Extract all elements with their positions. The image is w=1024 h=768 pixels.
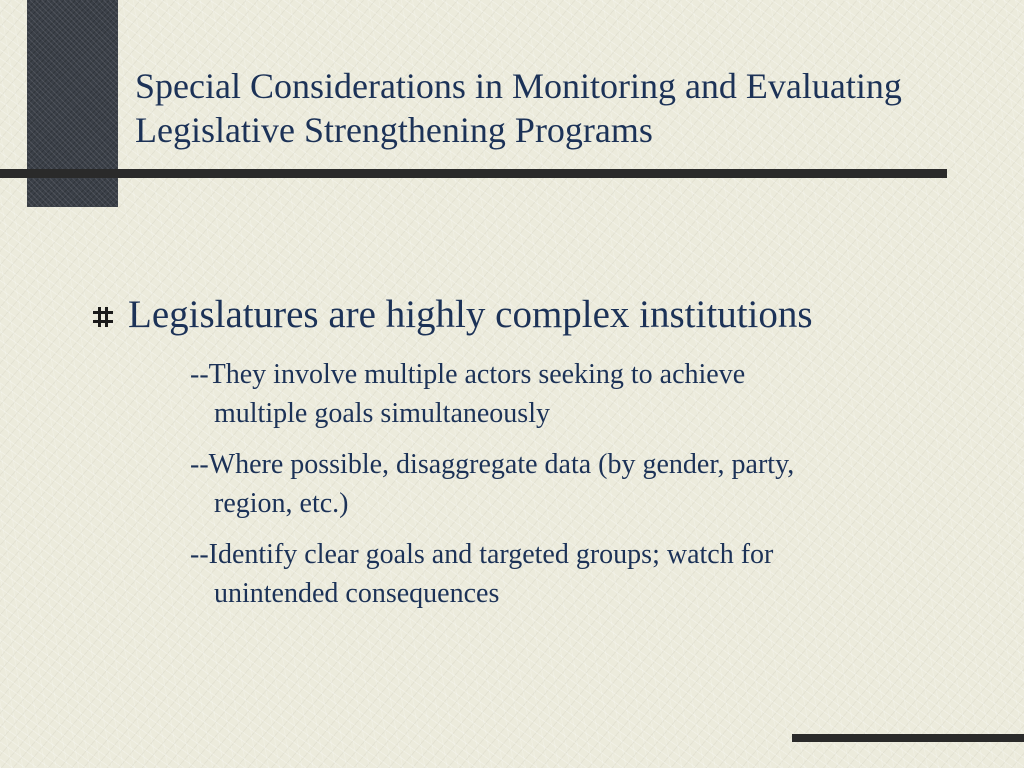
subpoint-line: multiple goals simultaneously <box>214 398 550 429</box>
title-divider-rule <box>0 169 947 178</box>
subpoint-line: --Identify clear goals and targeted groups; watch for <box>190 539 774 570</box>
main-bullet <box>92 290 813 340</box>
subpoint-item <box>190 445 990 523</box>
bottom-decorative-rule <box>792 734 1024 742</box>
slide-title-line: Special Considerations in Monitoring and Evaluating <box>135 66 902 106</box>
subpoint-item <box>190 535 990 613</box>
slide-title <box>135 64 1005 152</box>
slide-title-line: Legislative Strengthening Programs <box>135 110 653 150</box>
subpoint-line: region, etc.) <box>214 488 349 519</box>
subpoint-line: unintended consequences <box>214 578 500 609</box>
subpoint-line: --They involve multiple actors seeking to achieve <box>190 359 746 390</box>
subpoint-line: --Where possible, disaggregate data (by gender, party, <box>190 449 795 480</box>
main-point-text: Legislatures are highly complex institutions <box>128 293 813 336</box>
subpoint-list <box>190 355 990 625</box>
hash-bullet-icon <box>92 306 114 328</box>
subpoint-item <box>190 355 990 433</box>
